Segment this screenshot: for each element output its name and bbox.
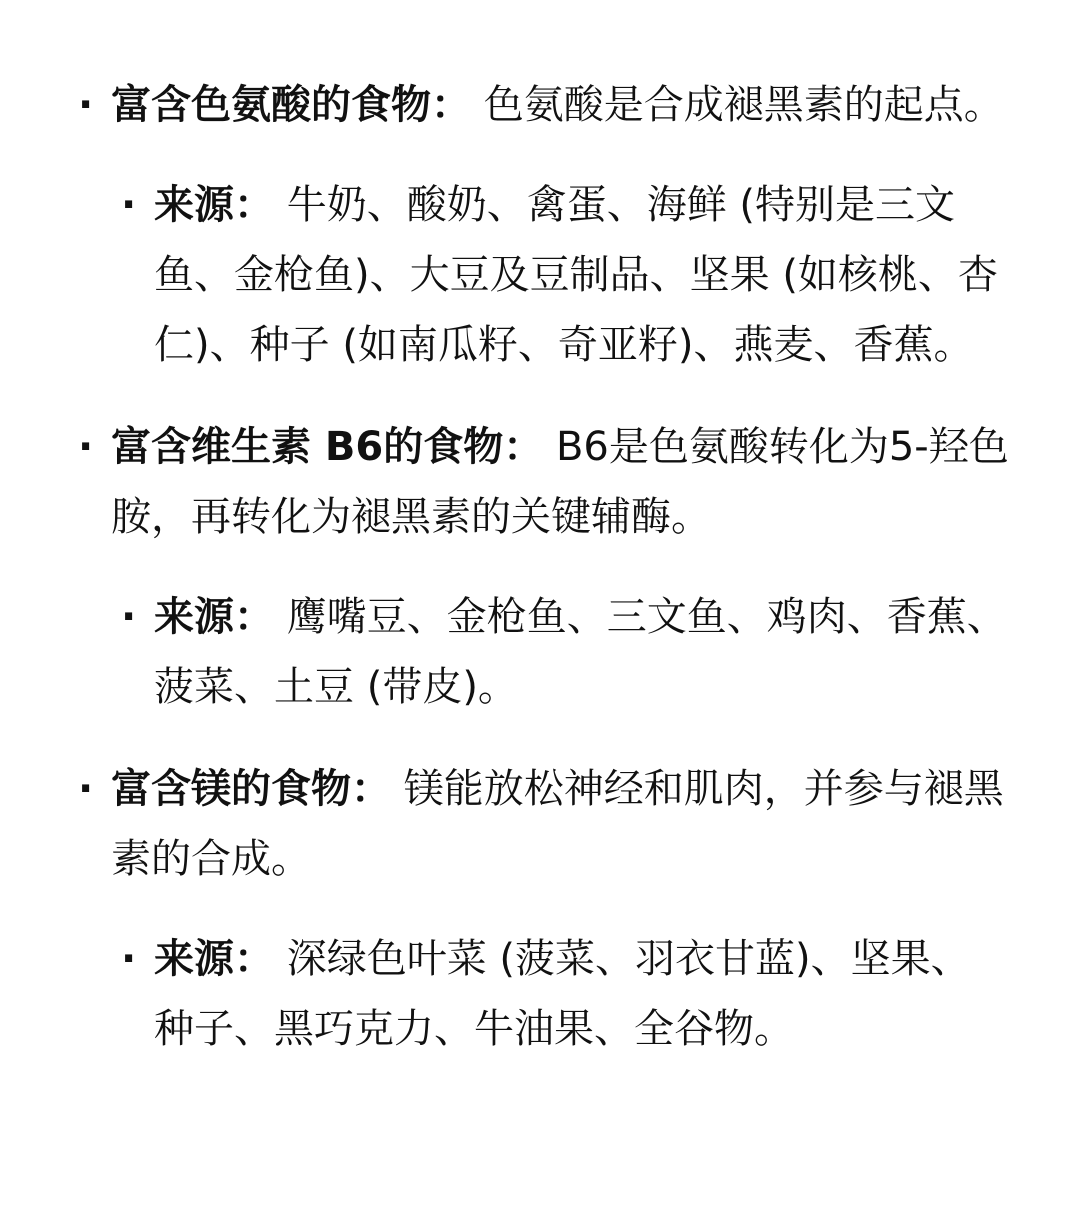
bullet-icon: ·	[78, 82, 94, 128]
item-description: 镁能放松神经和肌肉，并参与褪黑素的合成。	[111, 766, 1004, 882]
source-description: 牛奶、酸奶、禽蛋、海鲜 (特别是三文鱼、金枪鱼)、大豆及豆制品、坚果 (如核桃、杏仁)、种子 (如南瓜籽、奇亚籽)、燕麦、香蕉。	[154, 182, 998, 368]
sub-list	[121, 582, 1010, 722]
bullet-icon: ·	[78, 766, 94, 812]
source-description: 鹰嘴豆、金枪鱼、三文鱼、鸡肉、香蕉、菠菜、土豆 (带皮)。	[154, 594, 1007, 710]
source-text	[154, 582, 1010, 722]
list-item-magnesium	[78, 754, 1010, 1064]
source-label: 来源：	[154, 936, 274, 982]
list-item-text	[111, 70, 1010, 140]
source-item	[121, 924, 1010, 1064]
source-item	[121, 582, 1010, 722]
bullet-icon: ·	[121, 182, 137, 228]
item-label: 富含镁的食物：	[111, 766, 391, 812]
sub-list	[121, 170, 1010, 380]
list-item-text	[111, 754, 1010, 894]
list-item-tryptophan	[78, 70, 1010, 380]
item-description: 色氨酸是合成褪黑素的起点。	[471, 82, 1004, 128]
item-label: 富含色氨酸的食物：	[111, 82, 471, 128]
item-description: B6是色氨酸转化为5-羟色胺，再转化为褪黑素的关键辅酶。	[111, 424, 1009, 540]
source-item	[121, 170, 1010, 380]
source-label: 来源：	[154, 594, 274, 640]
list-item-text	[111, 412, 1010, 552]
item-label: 富含维生素 B6的食物：	[111, 424, 544, 470]
list-item-vitamin-b6	[78, 412, 1010, 722]
source-text	[154, 170, 1010, 380]
sub-list	[121, 924, 1010, 1064]
source-description: 深绿色叶菜 (菠菜、羽衣甘蓝)、坚果、种子、黑巧克力、牛油果、全谷物。	[154, 936, 971, 1052]
source-text	[154, 924, 1010, 1064]
bullet-icon: ·	[121, 594, 137, 640]
bullet-icon: ·	[78, 424, 94, 470]
nutrient-list	[78, 70, 1010, 1064]
bullet-icon: ·	[121, 936, 137, 982]
source-label: 来源：	[154, 182, 274, 228]
